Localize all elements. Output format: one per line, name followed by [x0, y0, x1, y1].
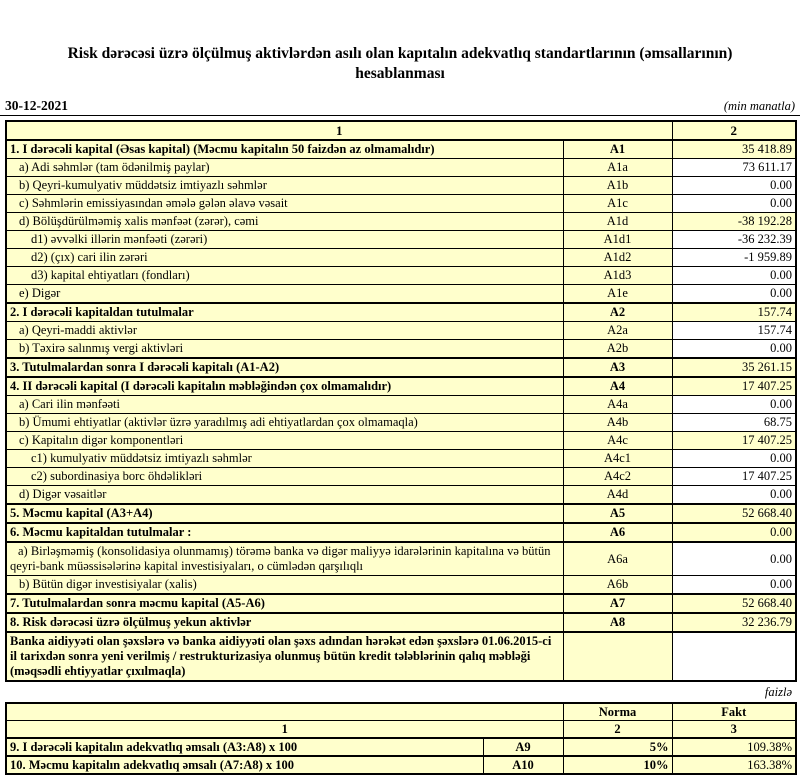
row-code-cell: A2b [563, 340, 672, 359]
row-value-cell: 52 668.40 [672, 594, 796, 613]
table-row [6, 523, 796, 542]
table-row [6, 756, 796, 774]
adequacy-colnum-3: 3 [672, 721, 796, 739]
row-value-cell: 157.74 [672, 303, 796, 322]
row-code-cell: A6 [563, 523, 672, 542]
row-value-cell: 0.00 [672, 542, 796, 576]
row-label-cell: 5. Məcmu kapital (A3+A4) [6, 504, 563, 523]
row-code-cell: A6b [563, 576, 672, 595]
row-label-cell: e) Digər [6, 285, 563, 304]
row-value-cell: 0.00 [672, 450, 796, 468]
adequacy-colnum-row [6, 721, 796, 739]
unit-note: (min manatla) [723, 99, 795, 113]
row-value-cell: 0.00 [672, 177, 796, 195]
capital-col2-header: 2 [672, 121, 796, 140]
row-code-cell: A1c [563, 195, 672, 213]
row-value-cell: 0.00 [672, 340, 796, 359]
table-row [6, 486, 796, 505]
page-title-line2: hesablanması [355, 65, 445, 82]
row-value-cell: 0.00 [672, 267, 796, 285]
row-label-cell: 3. Tutulmalardan sonra I dərəcəli kapitalı (A1-A2) [6, 358, 563, 377]
table-row [6, 738, 796, 756]
row-label-cell: a) Birləşməmiş (konsolidasiya olunmamış) törəmə banka və digər maliyyə idarələrinin kapitalına və bütün qeyri-bank müəssisələrinə kapital investisiyaları, o cümlədən qarşılıqlı [6, 542, 563, 576]
row-label-cell: 6. Məcmu kapitaldan tutulmalar : [6, 523, 563, 542]
table-row [6, 358, 796, 377]
table-row [6, 632, 796, 681]
row-code-cell: A3 [563, 358, 672, 377]
row-code-cell: A4c2 [563, 468, 672, 486]
table-row [6, 285, 796, 304]
norma-header: Norma [563, 703, 672, 721]
ratio-fakt-cell: 109.38% [672, 738, 796, 756]
row-code-cell: A2 [563, 303, 672, 322]
row-code-cell: A4c [563, 432, 672, 450]
row-value-cell: 35 261.15 [672, 358, 796, 377]
table-row [6, 594, 796, 613]
row-label-cell: 7. Tutulmalardan sonra məcmu kapital (A5-A6) [6, 594, 563, 613]
row-label-cell: d1) əvvəlki illərin mənfəəti (zərəri) [6, 231, 563, 249]
table-row [6, 231, 796, 249]
adequacy-header-row [6, 703, 796, 721]
fakt-header: Fakt [672, 703, 796, 721]
table-row [6, 213, 796, 231]
row-code-cell: A1b [563, 177, 672, 195]
row-label-cell: Banka aidiyyəti olan şəxslərə və banka aidiyyəti olan şəxs adından hərəkət edən şəxslərə 01.06.2015-ci il tarixdən sonra yeni verilmiş / restrukturizasiya olunmuş bütün kredit tələblərinin qalıq məbləği (məqsədli ehtiyyatlar çıxılmaqla) [6, 632, 563, 681]
row-label-cell: d) Digər vəsaitlər [6, 486, 563, 505]
row-value-cell: -1 959.89 [672, 249, 796, 267]
table-row [6, 340, 796, 359]
row-code-cell: A4c1 [563, 450, 672, 468]
row-label-cell: 2. I dərəcəli kapitaldan tutulmalar [6, 303, 563, 322]
row-value-cell: 32 236.79 [672, 613, 796, 632]
table-row [6, 177, 796, 195]
row-code-cell: A4d [563, 486, 672, 505]
capital-table-header-row [6, 121, 796, 140]
row-value-cell: 157.74 [672, 322, 796, 340]
table-row [6, 396, 796, 414]
row-label-cell: a) Qeyri-maddi aktivlər [6, 322, 563, 340]
row-value-cell: 0.00 [672, 285, 796, 304]
ratio-fakt-cell: 163.38% [672, 756, 796, 774]
row-code-cell: A7 [563, 594, 672, 613]
row-value-cell: 0.00 [672, 396, 796, 414]
ratio-norma-cell: 10% [563, 756, 672, 774]
row-code-cell: A1e [563, 285, 672, 304]
ratio-label-cell: 10. Məcmu kapitalın adekvatlıq əmsalı (A7:A8) x 100 [6, 756, 483, 774]
percent-note: faizlə [764, 685, 792, 699]
row-value-cell: 0.00 [672, 486, 796, 505]
row-code-cell: A1d2 [563, 249, 672, 267]
row-value-cell: 17 407.25 [672, 432, 796, 450]
row-code-cell: A1 [563, 140, 672, 159]
row-code-cell: A4b [563, 414, 672, 432]
table-row [6, 613, 796, 632]
table-row [6, 432, 796, 450]
row-label-cell: c1) kumulyativ müddətsiz imtiyazlı səhmlər [6, 450, 563, 468]
row-value-cell: 73 611.17 [672, 159, 796, 177]
row-label-cell: c) Kapitalın digər komponentləri [6, 432, 563, 450]
row-value-cell: 0.00 [672, 195, 796, 213]
adequacy-table [5, 702, 797, 775]
row-value-cell: 17 407.25 [672, 468, 796, 486]
adequacy-header-empty-cell [6, 703, 563, 721]
row-code-cell: A4 [563, 377, 672, 396]
row-label-cell: c2) subordinasiya borc öhdəlikləri [6, 468, 563, 486]
row-label-cell: 4. II dərəcəli kapital (I dərəcəli kapitalın məbləğindən çox olmamalıdır) [6, 377, 563, 396]
row-value-cell: 35 418.89 [672, 140, 796, 159]
row-label-cell: d3) kapital ehtiyatları (fondları) [6, 267, 563, 285]
meta-row [0, 98, 800, 116]
row-code-cell: A1d [563, 213, 672, 231]
row-label-cell: c) Səhmlərin emissiyasından əmələ gələn əlavə vəsait [6, 195, 563, 213]
row-code-cell: A8 [563, 613, 672, 632]
adequacy-colnum-2: 2 [563, 721, 672, 739]
ratio-norma-cell: 5% [563, 738, 672, 756]
row-value-cell [672, 632, 796, 681]
row-value-cell: -38 192.28 [672, 213, 796, 231]
table-row [6, 267, 796, 285]
row-value-cell: 68.75 [672, 414, 796, 432]
table-row [6, 140, 796, 159]
table-row [6, 195, 796, 213]
row-value-cell: -36 232.39 [672, 231, 796, 249]
row-label-cell: 8. Risk dərəcəsi üzrə ölçülmuş yekun aktivlər [6, 613, 563, 632]
row-label-cell: b) Ümumi ehtiyatlar (aktivlər üzrə yaradılmış adi ehtiyatlardan çox olmamaqla) [6, 414, 563, 432]
capital-col1-header: 1 [6, 121, 672, 140]
table-row [6, 322, 796, 340]
table-row [6, 468, 796, 486]
row-label-cell: 1. I dərəcəli kapital (Əsas kapital) (Məcmu kapitalın 50 faizdən az olmamalıdır) [6, 140, 563, 159]
row-label-cell: a) Cari ilin mənfəəti [6, 396, 563, 414]
row-label-cell: d2) (çıx) cari ilin zərəri [6, 249, 563, 267]
report-date: 30-12-2021 [5, 98, 68, 113]
table-row [6, 303, 796, 322]
row-label-cell: b) Bütün digər investisiyalar (xalis) [6, 576, 563, 595]
table-row [6, 504, 796, 523]
table-row [6, 414, 796, 432]
table-row [6, 450, 796, 468]
table-row [6, 576, 796, 595]
row-value-cell: 52 668.40 [672, 504, 796, 523]
table-row [6, 249, 796, 267]
page-title [0, 44, 800, 84]
row-value-cell: 17 407.25 [672, 377, 796, 396]
capital-table [5, 120, 797, 682]
row-code-cell: A5 [563, 504, 672, 523]
row-code-cell: A1d1 [563, 231, 672, 249]
row-code-cell: A6a [563, 542, 672, 576]
row-code-cell: A1a [563, 159, 672, 177]
table-row [6, 542, 796, 576]
adequacy-colnum-1: 1 [6, 721, 563, 739]
row-label-cell: b) Təxirə salınmış vergi aktivləri [6, 340, 563, 359]
page-title-line1: Risk dərəcəsi üzrə ölçülmuş aktivlərdən asılı olan kapıtalın adekvatlıq standartlarının (əmsallarının) [67, 45, 733, 62]
ratio-code-cell: A9 [483, 738, 563, 756]
row-code-cell: A2a [563, 322, 672, 340]
row-label-cell: d) Bölüşdürülməmiş xalis mənfəət (zərər), cəmi [6, 213, 563, 231]
ratio-code-cell: A10 [483, 756, 563, 774]
row-value-cell: 0.00 [672, 576, 796, 595]
table-row [6, 377, 796, 396]
row-code-cell [563, 632, 672, 681]
row-code-cell: A4a [563, 396, 672, 414]
row-code-cell: A1d3 [563, 267, 672, 285]
row-value-cell: 0.00 [672, 523, 796, 542]
row-label-cell: b) Qeyri-kumulyativ müddətsiz imtiyazlı səhmlər [6, 177, 563, 195]
ratio-label-cell: 9. I dərəcəli kapitalın adekvatlıq əmsalı (A3:A8) x 100 [6, 738, 483, 756]
row-label-cell: a) Adi səhmlər (tam ödənilmiş paylar) [6, 159, 563, 177]
table-row [6, 159, 796, 177]
